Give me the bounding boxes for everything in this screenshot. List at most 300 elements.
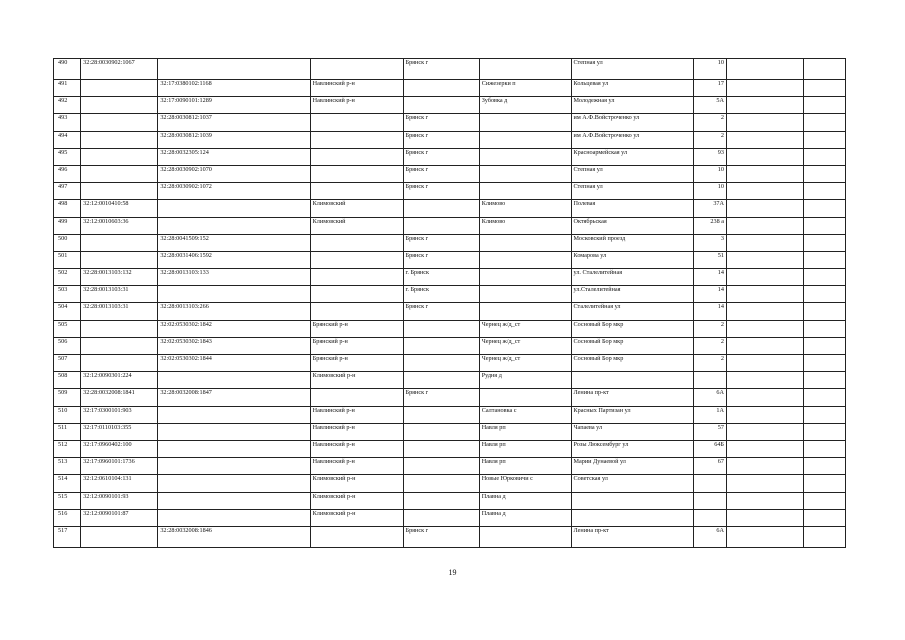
cell-district: Навлинский р-н bbox=[310, 97, 403, 114]
table-row bbox=[54, 526, 846, 547]
cell-extra-col-2 bbox=[804, 234, 846, 251]
cell-settlement: Чернец ж/д_ст bbox=[479, 355, 571, 372]
cell-extra-col-2 bbox=[804, 458, 846, 475]
cell-row-number: 510 bbox=[54, 406, 81, 423]
cell-street bbox=[571, 492, 693, 509]
cell-street: Степная ул bbox=[571, 59, 693, 80]
cell-cadastral-number bbox=[81, 97, 158, 114]
cell-city: Брянск г bbox=[403, 148, 479, 165]
cell-row-number: 498 bbox=[54, 200, 81, 217]
cell-settlement: Зубовка д bbox=[479, 97, 571, 114]
cell-cadastral-number-building: 32:28:0030902:1072 bbox=[158, 183, 310, 200]
cell-settlement: Навля рп bbox=[479, 458, 571, 475]
cell-city: Брянск г bbox=[403, 183, 479, 200]
table-row bbox=[54, 183, 846, 200]
cell-cadastral-number: 32:28:0013103:132 bbox=[81, 269, 158, 286]
cell-extra-col-2 bbox=[804, 148, 846, 165]
cell-district: Навлинский р-н bbox=[310, 458, 403, 475]
table-row bbox=[54, 269, 846, 286]
cell-house-number: 2 bbox=[693, 320, 726, 337]
cell-house-number: 57 bbox=[693, 423, 726, 440]
table-row bbox=[54, 251, 846, 268]
cell-house-number: 2 bbox=[693, 114, 726, 131]
cell-extra-col-1 bbox=[726, 406, 803, 423]
cell-house-number: 14 bbox=[693, 286, 726, 303]
table-row bbox=[54, 355, 846, 372]
cell-cadastral-number-building bbox=[158, 492, 310, 509]
cell-district: Навлинский р-н bbox=[310, 440, 403, 457]
cell-cadastral-number: 32:17:0960402:100 bbox=[81, 440, 158, 457]
cell-cadastral-number-building bbox=[158, 372, 310, 389]
cell-extra-col-2 bbox=[804, 59, 846, 80]
cell-row-number: 506 bbox=[54, 337, 81, 354]
cell-cadastral-number: 32:12:0090101:87 bbox=[81, 509, 158, 526]
cell-settlement: Салтановка с bbox=[479, 406, 571, 423]
cell-district: Климовский р-н bbox=[310, 372, 403, 389]
cell-street: им А.Ф.Войстроченко ул bbox=[571, 114, 693, 131]
cell-extra-col-2 bbox=[804, 200, 846, 217]
cell-house-number: 37А bbox=[693, 200, 726, 217]
cell-cadastral-number-building bbox=[158, 509, 310, 526]
table-row bbox=[54, 131, 846, 148]
cell-settlement: Навля рп bbox=[479, 423, 571, 440]
cell-settlement: Новые Юрковичи с bbox=[479, 475, 571, 492]
table-row bbox=[54, 406, 846, 423]
cell-settlement: Плавна д bbox=[479, 492, 571, 509]
table-row bbox=[54, 372, 846, 389]
cell-house-number: 2 bbox=[693, 131, 726, 148]
cell-cadastral-number-building bbox=[158, 440, 310, 457]
cell-cadastral-number-building: 32:28:0032008:1847 bbox=[158, 389, 310, 406]
cell-district: Брянский р-н bbox=[310, 320, 403, 337]
cell-city: Брянск г bbox=[403, 131, 479, 148]
cell-cadastral-number-building: 32:02:0530302:1842 bbox=[158, 320, 310, 337]
table-row bbox=[54, 389, 846, 406]
cell-cadastral-number bbox=[81, 80, 158, 97]
cell-cadastral-number: 32:12:0090101:93 bbox=[81, 492, 158, 509]
cell-house-number bbox=[693, 492, 726, 509]
cell-house-number: 10 bbox=[693, 183, 726, 200]
cell-city bbox=[403, 337, 479, 354]
cell-house-number: 67 bbox=[693, 458, 726, 475]
cell-cadastral-number-building: 32:02:0530302:1844 bbox=[158, 355, 310, 372]
cell-district: Навлинский р-н bbox=[310, 423, 403, 440]
cell-cadastral-number-building: 32:28:0030812:1037 bbox=[158, 114, 310, 131]
cell-house-number bbox=[693, 475, 726, 492]
cell-settlement bbox=[479, 251, 571, 268]
cell-extra-col-1 bbox=[726, 59, 803, 80]
cell-cadastral-number-building bbox=[158, 217, 310, 234]
cell-city bbox=[403, 406, 479, 423]
cell-city bbox=[403, 217, 479, 234]
cell-street: Красноармейская ул bbox=[571, 148, 693, 165]
cell-district: Навлинский р-н bbox=[310, 80, 403, 97]
cell-house-number: 64Б bbox=[693, 440, 726, 457]
cell-extra-col-2 bbox=[804, 526, 846, 547]
cell-cadastral-number-building: 32:28:0030902:1070 bbox=[158, 165, 310, 182]
cell-extra-col-1 bbox=[726, 97, 803, 114]
cell-row-number: 492 bbox=[54, 97, 81, 114]
cell-city bbox=[403, 458, 479, 475]
cell-cadastral-number-building: 32:28:0032305:124 bbox=[158, 148, 310, 165]
table-row bbox=[54, 337, 846, 354]
cell-street: Сосновый Бор мкр bbox=[571, 337, 693, 354]
cell-street: ул. Сталелитейная bbox=[571, 269, 693, 286]
cell-house-number: 93 bbox=[693, 148, 726, 165]
cell-extra-col-1 bbox=[726, 337, 803, 354]
cell-extra-col-2 bbox=[804, 97, 846, 114]
cell-extra-col-1 bbox=[726, 423, 803, 440]
cell-extra-col-2 bbox=[804, 80, 846, 97]
cell-district: Климовский р-н bbox=[310, 509, 403, 526]
cell-cadastral-number-building bbox=[158, 59, 310, 80]
cell-city bbox=[403, 372, 479, 389]
cell-district bbox=[310, 183, 403, 200]
cell-district: Климовский bbox=[310, 200, 403, 217]
cell-row-number: 516 bbox=[54, 509, 81, 526]
cell-settlement bbox=[479, 165, 571, 182]
table-row bbox=[54, 217, 846, 234]
cell-extra-col-1 bbox=[726, 286, 803, 303]
cell-city: Брянск г bbox=[403, 114, 479, 131]
cell-city: Брянск г bbox=[403, 165, 479, 182]
cell-district bbox=[310, 131, 403, 148]
cell-extra-col-2 bbox=[804, 114, 846, 131]
cell-cadastral-number: 32:12:0090301:224 bbox=[81, 372, 158, 389]
cell-district: Климовский р-н bbox=[310, 475, 403, 492]
cell-row-number: 499 bbox=[54, 217, 81, 234]
cell-row-number: 494 bbox=[54, 131, 81, 148]
cell-district bbox=[310, 526, 403, 547]
cell-cadastral-number: 32:28:0013103:31 bbox=[81, 286, 158, 303]
cell-settlement: Климово bbox=[479, 217, 571, 234]
cell-extra-col-2 bbox=[804, 372, 846, 389]
cell-cadastral-number-building: 32:28:0030812:1039 bbox=[158, 131, 310, 148]
cell-city bbox=[403, 200, 479, 217]
cell-street: Розы Люксембург ул bbox=[571, 440, 693, 457]
cell-settlement bbox=[479, 59, 571, 80]
cell-cadastral-number-building: 32:17:0090101:1289 bbox=[158, 97, 310, 114]
cell-district bbox=[310, 148, 403, 165]
cell-street: ул.Сталелитейная bbox=[571, 286, 693, 303]
cell-district bbox=[310, 269, 403, 286]
cell-city bbox=[403, 320, 479, 337]
cell-extra-col-1 bbox=[726, 183, 803, 200]
cell-extra-col-1 bbox=[726, 526, 803, 547]
cell-cadastral-number-building: 32:28:0041509:152 bbox=[158, 234, 310, 251]
cell-district: Брянский р-н bbox=[310, 355, 403, 372]
cell-street: Московский проезд bbox=[571, 234, 693, 251]
cell-house-number: 14 bbox=[693, 269, 726, 286]
cell-settlement bbox=[479, 183, 571, 200]
cell-house-number: 17 bbox=[693, 80, 726, 97]
cell-extra-col-1 bbox=[726, 492, 803, 509]
cell-cadastral-number-building bbox=[158, 458, 310, 475]
cell-row-number: 490 bbox=[54, 59, 81, 80]
cell-extra-col-2 bbox=[804, 492, 846, 509]
cell-cadastral-number-building: 32:28:0031406:1592 bbox=[158, 251, 310, 268]
table-row bbox=[54, 286, 846, 303]
cell-extra-col-1 bbox=[726, 509, 803, 526]
cell-row-number: 512 bbox=[54, 440, 81, 457]
cell-city: Брянск г bbox=[403, 251, 479, 268]
cell-extra-col-1 bbox=[726, 80, 803, 97]
cell-district bbox=[310, 59, 403, 80]
cell-district: Брянский р-н bbox=[310, 337, 403, 354]
cell-extra-col-2 bbox=[804, 165, 846, 182]
table-row bbox=[54, 97, 846, 114]
cell-row-number: 517 bbox=[54, 526, 81, 547]
cell-street: Ленина пр-кт bbox=[571, 526, 693, 547]
table-row bbox=[54, 475, 846, 492]
cell-house-number: 6А bbox=[693, 389, 726, 406]
page-number: 19 bbox=[448, 568, 457, 577]
cell-extra-col-2 bbox=[804, 303, 846, 320]
cell-house-number: 6А bbox=[693, 526, 726, 547]
cell-cadastral-number: 32:17:0960101:1736 bbox=[81, 458, 158, 475]
cell-house-number: 51 bbox=[693, 251, 726, 268]
cell-settlement: Навля рп bbox=[479, 440, 571, 457]
cell-settlement: Сижезерки п bbox=[479, 80, 571, 97]
cell-street: Сосновый Бор мкр bbox=[571, 320, 693, 337]
cell-extra-col-2 bbox=[804, 337, 846, 354]
cell-house-number: 2 bbox=[693, 337, 726, 354]
cell-cadastral-number bbox=[81, 131, 158, 148]
cell-extra-col-2 bbox=[804, 440, 846, 457]
cell-row-number: 515 bbox=[54, 492, 81, 509]
cell-street: Степная ул bbox=[571, 165, 693, 182]
cell-cadastral-number bbox=[81, 526, 158, 547]
cell-house-number: 3 bbox=[693, 234, 726, 251]
cell-settlement: Климово bbox=[479, 200, 571, 217]
cell-city: г. Брянск bbox=[403, 286, 479, 303]
cell-settlement: Чернец ж/д_ст bbox=[479, 320, 571, 337]
cell-city bbox=[403, 97, 479, 114]
cell-street: Ленина пр-кт bbox=[571, 389, 693, 406]
cell-settlement bbox=[479, 131, 571, 148]
cell-settlement bbox=[479, 234, 571, 251]
cell-cadastral-number bbox=[81, 148, 158, 165]
cell-cadastral-number-building: 32:28:0013103:266 bbox=[158, 303, 310, 320]
table-row bbox=[54, 509, 846, 526]
cell-row-number: 493 bbox=[54, 114, 81, 131]
cell-cadastral-number: 32:12:0010603:36 bbox=[81, 217, 158, 234]
table-row bbox=[54, 200, 846, 217]
cell-street: Октябрьская bbox=[571, 217, 693, 234]
cell-row-number: 495 bbox=[54, 148, 81, 165]
cell-cadastral-number-building: 32:28:0013103:133 bbox=[158, 269, 310, 286]
cell-street: Кольцевая ул bbox=[571, 80, 693, 97]
cell-cadastral-number-building bbox=[158, 200, 310, 217]
cell-extra-col-1 bbox=[726, 251, 803, 268]
cell-settlement bbox=[479, 526, 571, 547]
cell-city: Брянск г bbox=[403, 234, 479, 251]
cell-city bbox=[403, 440, 479, 457]
cell-cadastral-number-building: 32:17:0380102:1168 bbox=[158, 80, 310, 97]
cell-district bbox=[310, 303, 403, 320]
cell-city: Брянск г bbox=[403, 59, 479, 80]
cell-cadastral-number: 32:28:0032008:1841 bbox=[81, 389, 158, 406]
cell-district: Навлинский р-н bbox=[310, 406, 403, 423]
cell-extra-col-1 bbox=[726, 389, 803, 406]
cell-extra-col-1 bbox=[726, 303, 803, 320]
table-row bbox=[54, 59, 846, 80]
cell-house-number: 238 а bbox=[693, 217, 726, 234]
cell-city bbox=[403, 492, 479, 509]
cell-row-number: 513 bbox=[54, 458, 81, 475]
cell-cadastral-number-building bbox=[158, 286, 310, 303]
cell-cadastral-number bbox=[81, 114, 158, 131]
cell-street: Красных Партизан ул bbox=[571, 406, 693, 423]
cell-row-number: 508 bbox=[54, 372, 81, 389]
cell-district bbox=[310, 389, 403, 406]
cell-cadastral-number-building: 32:28:0032008:1846 bbox=[158, 526, 310, 547]
cell-house-number: 10 bbox=[693, 165, 726, 182]
cell-street bbox=[571, 372, 693, 389]
cell-extra-col-2 bbox=[804, 131, 846, 148]
cell-cadastral-number-building bbox=[158, 406, 310, 423]
cell-cadastral-number bbox=[81, 337, 158, 354]
cell-cadastral-number: 32:28:0013103:31 bbox=[81, 303, 158, 320]
cell-extra-col-2 bbox=[804, 320, 846, 337]
table-row bbox=[54, 423, 846, 440]
cell-settlement: Чернец ж/д_ст bbox=[479, 337, 571, 354]
table-row bbox=[54, 303, 846, 320]
cell-extra-col-1 bbox=[726, 440, 803, 457]
cell-district: Климовский bbox=[310, 217, 403, 234]
cell-house-number: 10 bbox=[693, 59, 726, 80]
cell-cadastral-number: 32:12:0010410:58 bbox=[81, 200, 158, 217]
cell-extra-col-1 bbox=[726, 148, 803, 165]
cell-city: г. Брянск bbox=[403, 269, 479, 286]
cell-extra-col-2 bbox=[804, 286, 846, 303]
cell-row-number: 503 bbox=[54, 286, 81, 303]
cell-city: Брянск г bbox=[403, 526, 479, 547]
cell-row-number: 511 bbox=[54, 423, 81, 440]
cadastral-table bbox=[53, 58, 846, 548]
cell-street: Молодежная ул bbox=[571, 97, 693, 114]
cell-row-number: 491 bbox=[54, 80, 81, 97]
cell-settlement: Плавна д bbox=[479, 509, 571, 526]
cell-settlement bbox=[479, 148, 571, 165]
cell-house-number bbox=[693, 509, 726, 526]
cell-street bbox=[571, 509, 693, 526]
cell-city bbox=[403, 80, 479, 97]
cell-house-number: 2 bbox=[693, 355, 726, 372]
cell-cadastral-number: 32:17:0110103:355 bbox=[81, 423, 158, 440]
cell-extra-col-1 bbox=[726, 475, 803, 492]
cell-extra-col-2 bbox=[804, 406, 846, 423]
cell-settlement bbox=[479, 269, 571, 286]
table-row bbox=[54, 320, 846, 337]
cell-extra-col-1 bbox=[726, 131, 803, 148]
cell-street: Марии Дунаевой ул bbox=[571, 458, 693, 475]
cell-row-number: 502 bbox=[54, 269, 81, 286]
table-row bbox=[54, 114, 846, 131]
cell-district bbox=[310, 251, 403, 268]
cell-extra-col-2 bbox=[804, 389, 846, 406]
cell-street: Советская ул bbox=[571, 475, 693, 492]
cell-street: Сосновый Бор мкр bbox=[571, 355, 693, 372]
cell-row-number: 497 bbox=[54, 183, 81, 200]
cell-cadastral-number bbox=[81, 251, 158, 268]
cell-extra-col-1 bbox=[726, 217, 803, 234]
cell-extra-col-1 bbox=[726, 458, 803, 475]
cell-cadastral-number bbox=[81, 183, 158, 200]
table-row bbox=[54, 234, 846, 251]
cell-extra-col-2 bbox=[804, 509, 846, 526]
cell-extra-col-1 bbox=[726, 269, 803, 286]
cell-row-number: 514 bbox=[54, 475, 81, 492]
cell-city: Брянск г bbox=[403, 303, 479, 320]
cell-settlement: Рудня д bbox=[479, 372, 571, 389]
cell-extra-col-1 bbox=[726, 165, 803, 182]
cell-cadastral-number bbox=[81, 234, 158, 251]
table-row bbox=[54, 148, 846, 165]
cell-extra-col-2 bbox=[804, 423, 846, 440]
cell-row-number: 496 bbox=[54, 165, 81, 182]
cell-cadastral-number bbox=[81, 320, 158, 337]
cell-house-number: 1А bbox=[693, 406, 726, 423]
cell-row-number: 509 bbox=[54, 389, 81, 406]
cell-extra-col-2 bbox=[804, 475, 846, 492]
table-row bbox=[54, 80, 846, 97]
cell-city bbox=[403, 355, 479, 372]
cell-street: им А.Ф.Войстроченко ул bbox=[571, 131, 693, 148]
cell-row-number: 500 bbox=[54, 234, 81, 251]
cell-street: Степная ул bbox=[571, 183, 693, 200]
cell-row-number: 501 bbox=[54, 251, 81, 268]
cell-cadastral-number-building bbox=[158, 475, 310, 492]
cell-row-number: 504 bbox=[54, 303, 81, 320]
cell-extra-col-1 bbox=[726, 234, 803, 251]
cell-cadastral-number-building bbox=[158, 423, 310, 440]
cell-extra-col-1 bbox=[726, 355, 803, 372]
cell-row-number: 507 bbox=[54, 355, 81, 372]
cell-extra-col-1 bbox=[726, 200, 803, 217]
cell-city bbox=[403, 509, 479, 526]
cell-settlement bbox=[479, 389, 571, 406]
cell-city bbox=[403, 423, 479, 440]
cell-district bbox=[310, 286, 403, 303]
cell-street: Полевая bbox=[571, 200, 693, 217]
cell-city: Брянск г bbox=[403, 389, 479, 406]
cell-street: Комарова ул bbox=[571, 251, 693, 268]
table-row bbox=[54, 458, 846, 475]
cell-extra-col-1 bbox=[726, 372, 803, 389]
cell-district: Климовский р-н bbox=[310, 492, 403, 509]
cell-extra-col-2 bbox=[804, 355, 846, 372]
cell-street: Чапаева ул bbox=[571, 423, 693, 440]
cell-cadastral-number bbox=[81, 355, 158, 372]
cell-settlement bbox=[479, 303, 571, 320]
table-row bbox=[54, 440, 846, 457]
table-body bbox=[54, 59, 846, 548]
cell-extra-col-2 bbox=[804, 217, 846, 234]
cell-house-number: 5А bbox=[693, 97, 726, 114]
cell-district bbox=[310, 165, 403, 182]
cell-extra-col-1 bbox=[726, 320, 803, 337]
cell-district bbox=[310, 234, 403, 251]
table-row bbox=[54, 492, 846, 509]
cell-house-number bbox=[693, 372, 726, 389]
cell-cadastral-number-building: 32:02:0530302:1843 bbox=[158, 337, 310, 354]
cell-settlement bbox=[479, 286, 571, 303]
cell-extra-col-2 bbox=[804, 183, 846, 200]
cell-row-number: 505 bbox=[54, 320, 81, 337]
cell-extra-col-1 bbox=[726, 114, 803, 131]
table-row bbox=[54, 165, 846, 182]
